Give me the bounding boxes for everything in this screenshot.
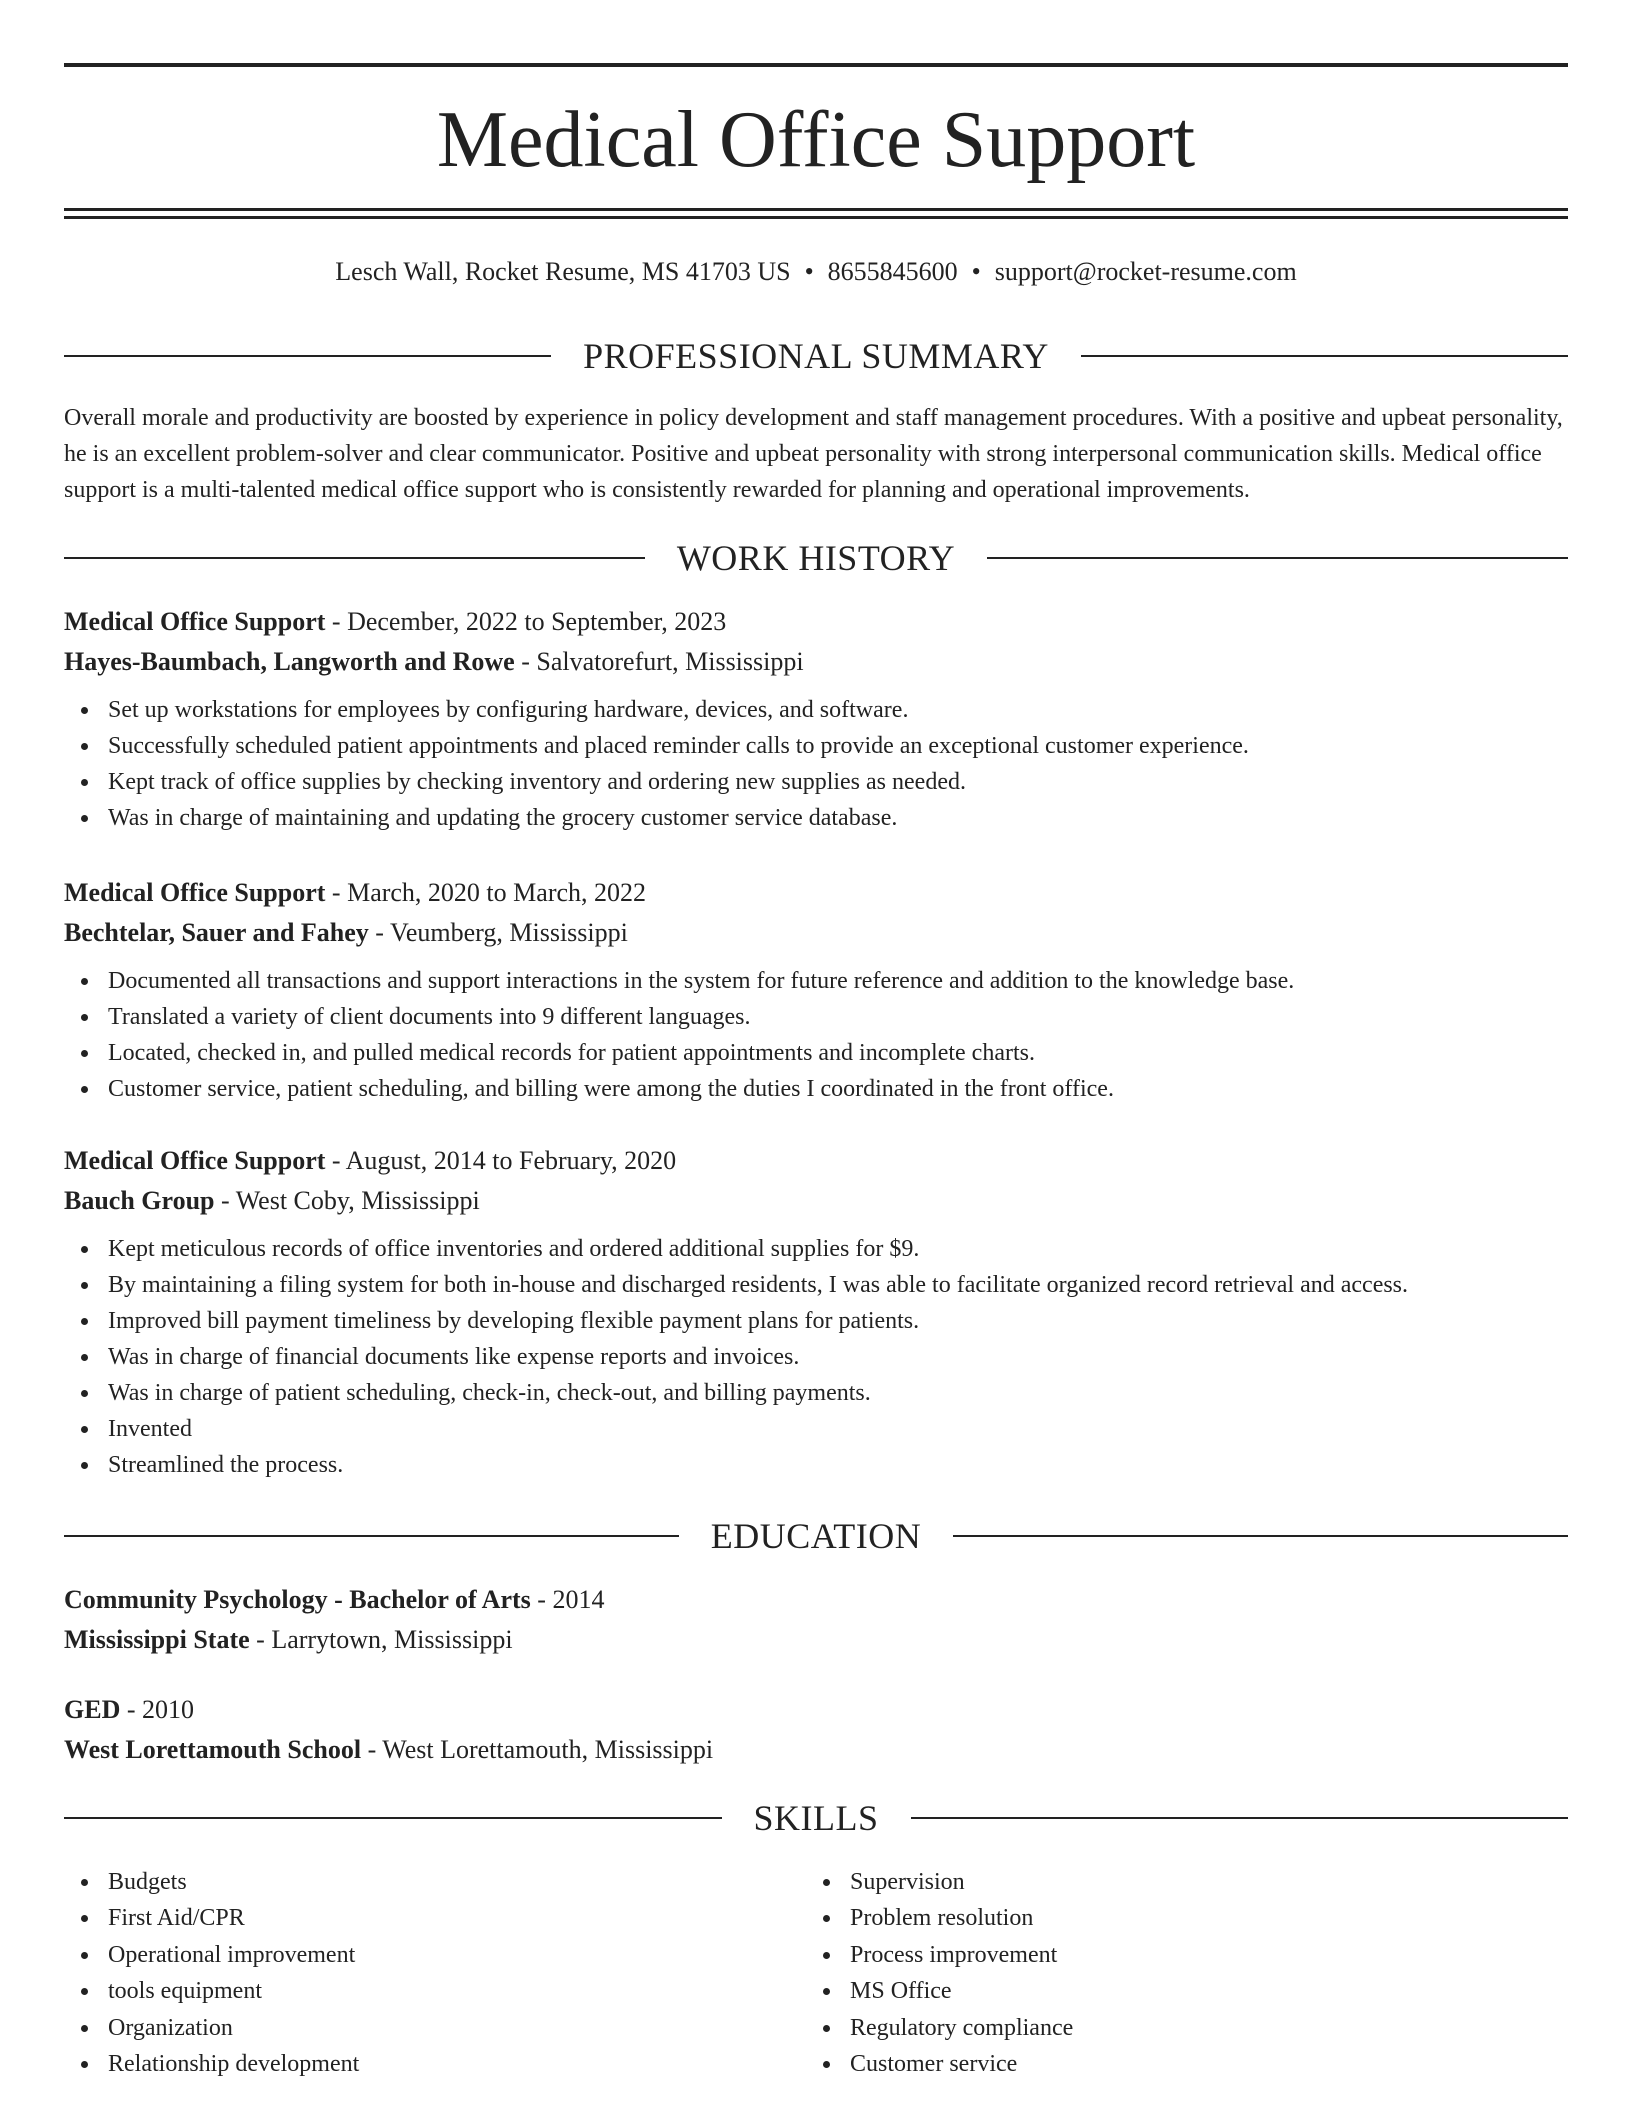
section-rule-right [987,557,1568,559]
section-rule-right [911,1817,1569,1819]
skills-bullets [806,1864,1548,2082]
education-school: West Lorettamouth School [64,1735,362,1764]
contact-email: support@rocket-resume.com [994,257,1297,286]
summary-text: Overall morale and productivity are boosted by experience in policy development and staff management procedures. With a positive and upbeat personality, he is an excellent problem-solver and clear communicator. Positive and upbeat personality with strong interpersonal communication skills. Medical office support is a multi-talented medical office support who is consistently rewarded for planning and operational improvements. [64,405,1563,503]
list-item: Supervision [806,1864,1548,1900]
skills-bullets [64,1864,806,2082]
list-item: Kept meticulous records of office inventories and ordered additional supplies for $9. [64,1231,1568,1267]
skills-column-left [64,1864,806,2082]
section-rule-left [64,1817,722,1819]
job-company: Bauch Group [64,1186,215,1215]
list-item: By maintaining a filing system for both in-house and discharged residents, I was able to facilitate organized record retrieval and access. [64,1267,1568,1303]
job-entry [64,873,1568,1107]
section-rule-left [64,1535,679,1537]
job-location: - Salvatorefurt, Mississippi [514,647,804,676]
education-degree: GED [64,1695,121,1724]
list-item: Was in charge of maintaining and updating the grocery customer service database. [64,800,1568,836]
resume-name: Medical Office Support [436,96,1196,184]
contact-line [64,254,1568,290]
list-item: MS Office [806,1973,1548,2009]
job-company: Hayes-Baumbach, Langworth and Rowe [64,647,515,676]
skills-list [64,1864,1568,2082]
education-location: - Larrytown, Mississippi [249,1625,513,1654]
job-title-line [64,873,1568,913]
contact-phone: 8655845600 [827,257,958,286]
education-school: Mississippi State [64,1625,250,1654]
list-item: Documented all transactions and support interactions in the system for future reference and addition to the knowledge base. [64,963,1568,999]
job-dates: - March, 2020 to March, 2022 [325,878,647,907]
header-double-rule [64,208,1568,219]
list-item: Process improvement [806,1937,1548,1973]
education-entry [64,1580,1568,1660]
section-header-education [64,1514,1568,1558]
education-year: - 2010 [120,1695,195,1724]
list-item: Located, checked in, and pulled medical records for patient appointments and incomplete charts. [64,1035,1568,1071]
list-item: Organization [64,2010,806,2046]
list-item: Was in charge of patient scheduling, check-in, check-out, and billing payments. [64,1375,1568,1411]
job-entry [64,1141,1568,1483]
list-item: Invented [64,1411,1568,1447]
section-header-summary [64,334,1568,378]
job-role: Medical Office Support [64,1146,326,1175]
section-title: WORK HISTORY [676,538,956,578]
section-rule-right [1081,355,1568,357]
list-item: Budgets [64,1864,806,1900]
contact-separator: • [971,257,981,286]
education-entry [64,1690,1568,1770]
education-school-line [64,1620,1568,1660]
list-item: Was in charge of financial documents like expense reports and invoices. [64,1339,1568,1375]
education-degree-line [64,1580,1568,1620]
education-degree-line [64,1690,1568,1730]
contact-address: Lesch Wall, Rocket Resume, MS 41703 US [335,257,791,286]
section-header-work [64,536,1568,580]
education-location: - West Lorettamouth, Mississippi [361,1735,714,1764]
section-header-skills [64,1796,1568,1840]
skills-column-right [806,1864,1548,2082]
job-entry [64,602,1568,836]
list-item: Regulatory compliance [806,2010,1548,2046]
job-dates: - December, 2022 to September, 2023 [325,607,727,636]
job-company: Bechtelar, Sauer and Fahey [64,918,369,947]
list-item: Translated a variety of client documents into 9 different languages. [64,999,1568,1035]
list-item: Successfully scheduled patient appointments and placed reminder calls to provide an exceptional customer experience. [64,728,1568,764]
section-title: EDUCATION [710,1516,922,1556]
list-item: Customer service [806,2046,1548,2082]
education-degree: Community Psychology - Bachelor of Arts [64,1585,531,1614]
list-item: Set up workstations for employees by configuring hardware, devices, and software. [64,692,1568,728]
section-rule-left [64,355,551,357]
job-bullets [64,1231,1568,1483]
list-item: Problem resolution [806,1900,1548,1936]
job-role: Medical Office Support [64,878,326,907]
education-year: - 2014 [530,1585,605,1614]
list-item: Relationship development [64,2046,806,2082]
list-item: Kept track of office supplies by checking inventory and ordering new supplies as needed. [64,764,1568,800]
job-location: - West Coby, Mississippi [214,1186,480,1215]
section-title: PROFESSIONAL SUMMARY [583,336,1049,376]
job-title-line [64,602,1568,642]
job-role: Medical Office Support [64,607,326,636]
list-item: Streamlined the process. [64,1447,1568,1483]
job-company-line [64,1181,1568,1221]
list-item: Operational improvement [64,1937,806,1973]
education-school-line [64,1730,1568,1770]
job-bullets [64,963,1568,1107]
section-title: SKILLS [753,1798,879,1838]
list-item: Customer service, patient scheduling, and billing were among the duties I coordinated in the front office. [64,1071,1568,1107]
job-location: - Veumberg, Mississippi [368,918,628,947]
section-rule-left [64,557,645,559]
job-title-line [64,1141,1568,1181]
job-bullets [64,692,1568,836]
job-company-line [64,642,1568,682]
list-item: Improved bill payment timeliness by developing flexible payment plans for patients. [64,1303,1568,1339]
contact-separator: • [804,257,814,286]
job-company-line [64,913,1568,953]
list-item: tools equipment [64,1973,806,2009]
header-top-rule [64,63,1568,67]
section-rule-right [953,1535,1568,1537]
job-dates: - August, 2014 to February, 2020 [325,1146,677,1175]
list-item: First Aid/CPR [64,1900,806,1936]
